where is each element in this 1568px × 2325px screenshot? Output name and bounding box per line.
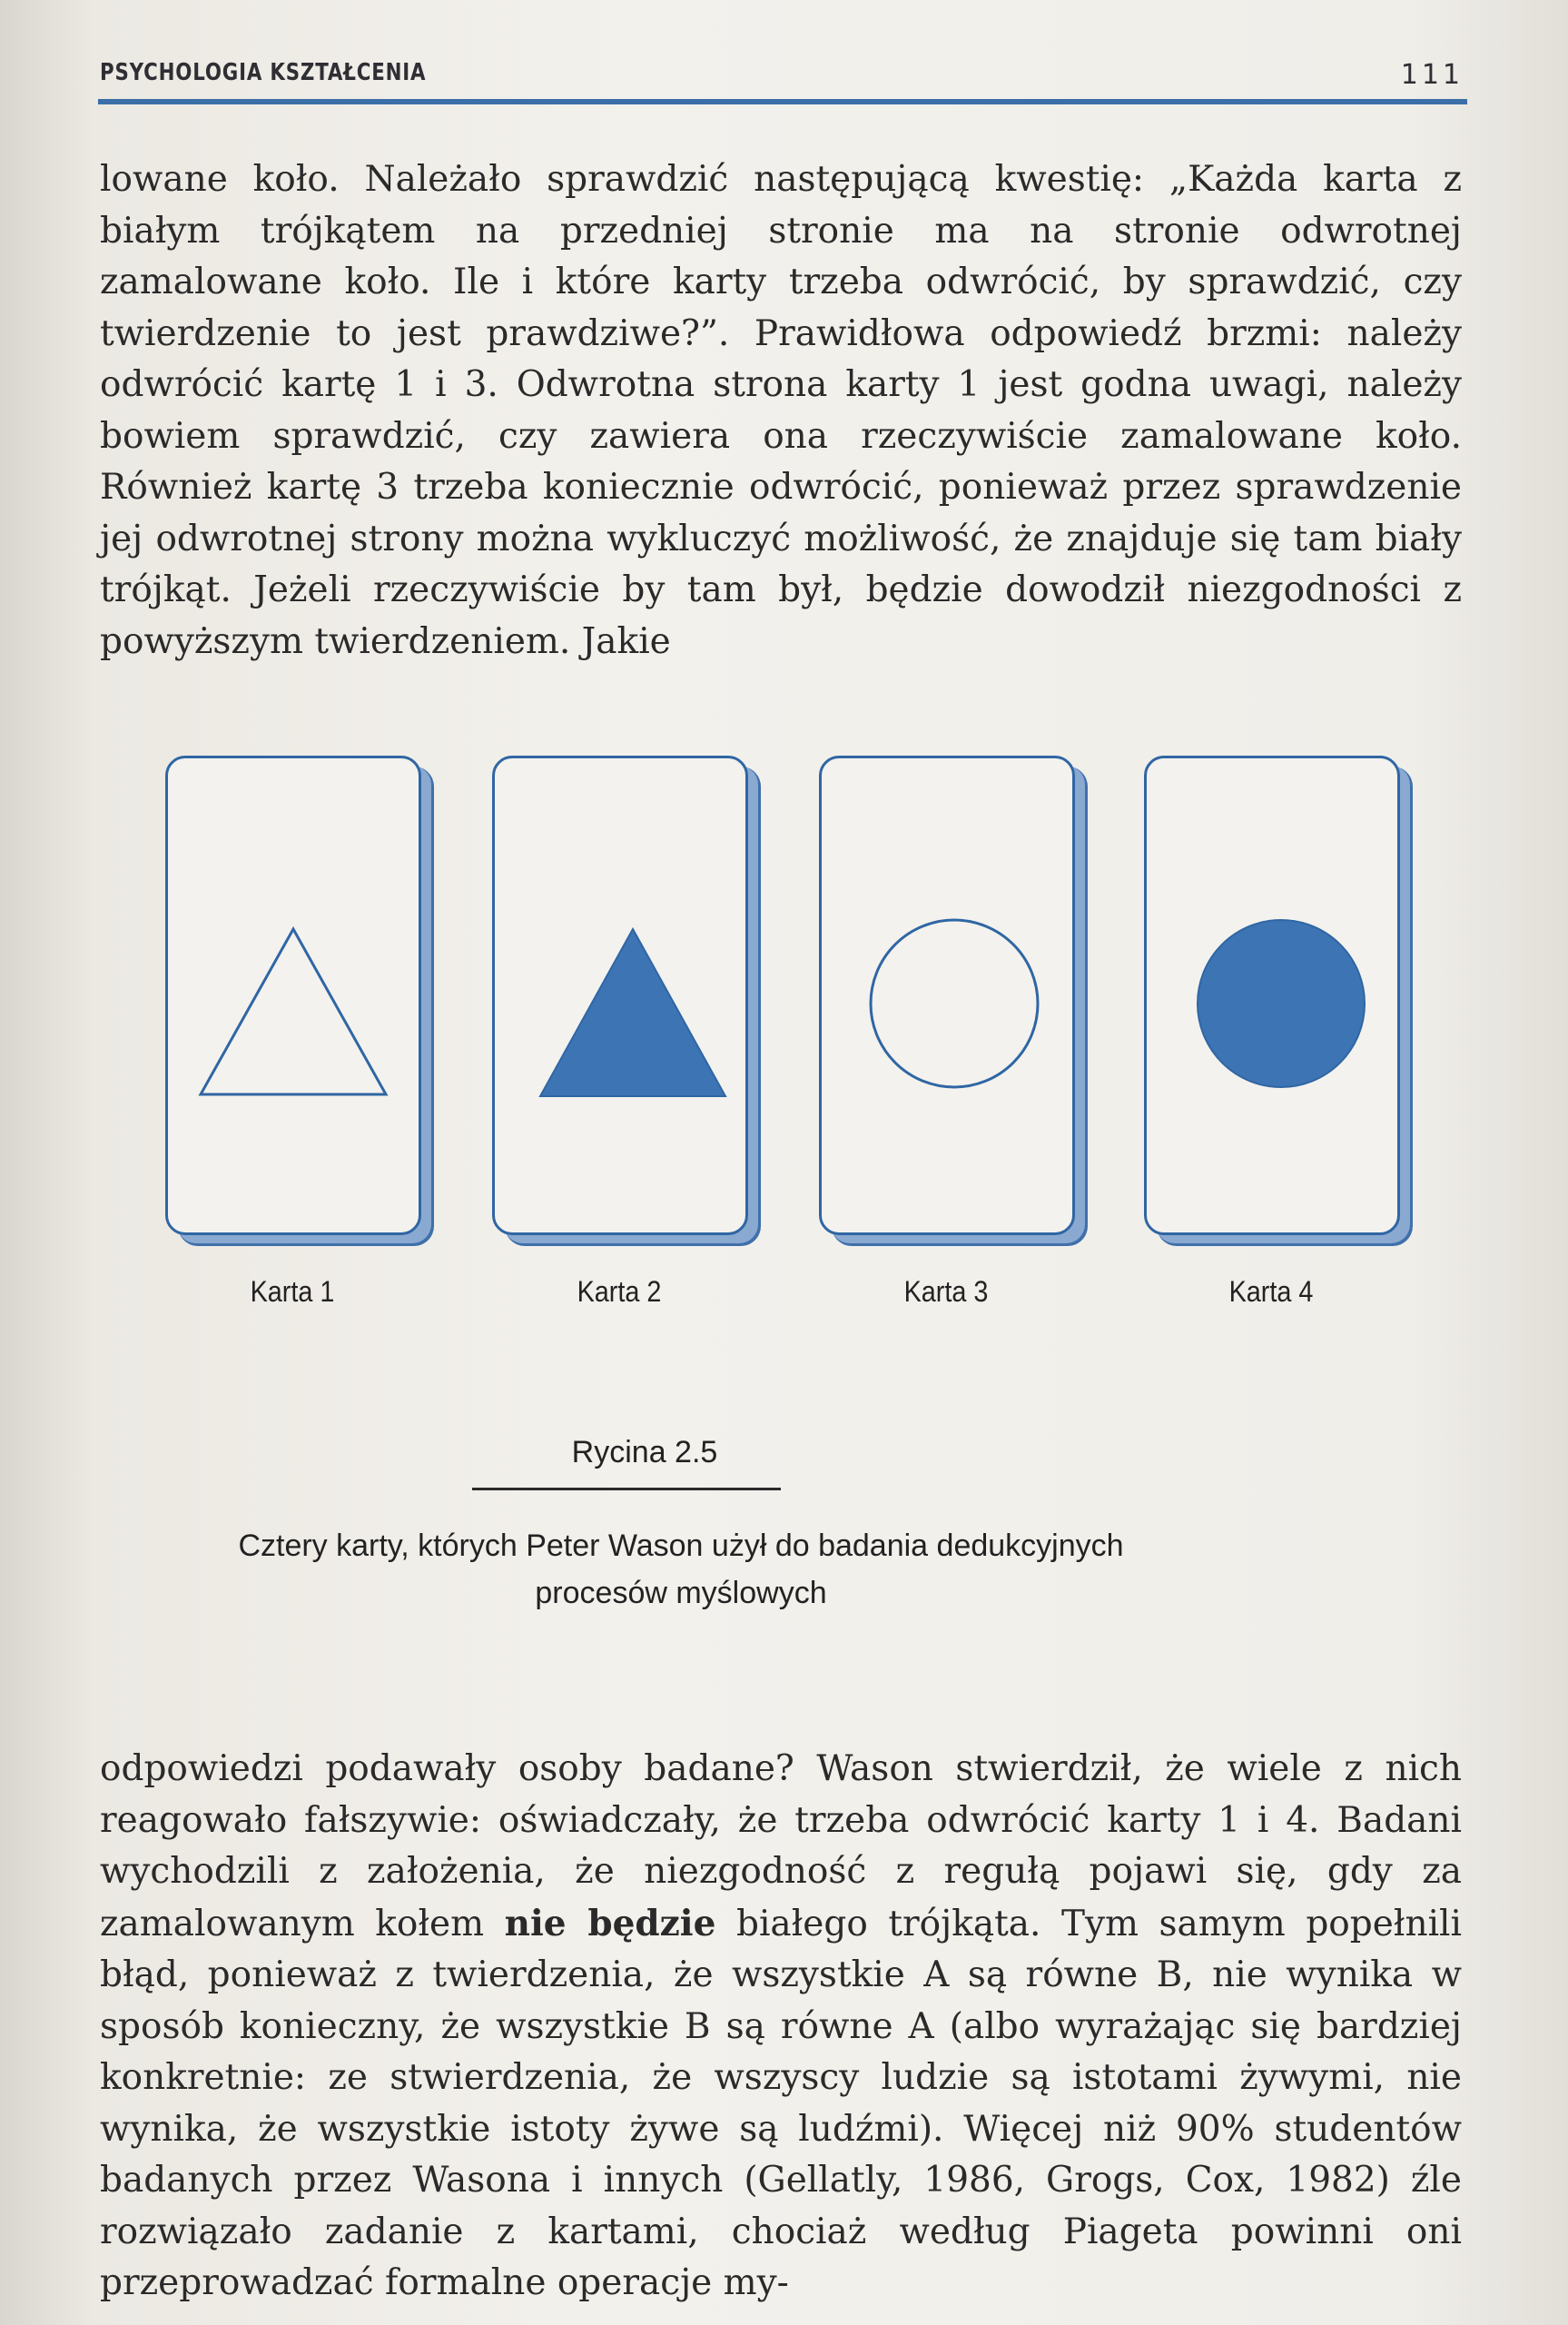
card-4 [1144, 756, 1400, 1235]
card-1 [165, 756, 421, 1235]
filled-triangle-icon [495, 758, 745, 1232]
paragraph-bottom-part-2: białego trójkąta. Tym samym popełnili błąd, ponieważ z twierdzenia, że wszystkie A są równe B, nie wynika w sposób konieczny, że wszystkie B są równe A (albo wyrażając się bardziej konkretnie: ze stwierdzenia, że wszyscy ludzie są istotami żywymi, nie wynika, że wszystkie istoty żywe są ludźmi). Więcej niż 90% studentów badanych przez Wasona i innych (Gellatly, 1986, Grogs, Cox, 1982) źle rozwiązało zadanie z kartami, chociaż według Piageta powinni oni przeprowadzać formalne operacje my- [100, 1903, 1462, 2303]
outline-triangle-icon [168, 758, 419, 1232]
card-1-label: Karta 1 [250, 1275, 335, 1308]
header-rule [98, 99, 1467, 104]
page-number: 111 [1400, 59, 1464, 91]
figure-caption [45, 1522, 1317, 1617]
paragraph-bottom-part-1: odpowiedzi podawały osoby badane? Wason stwierdził, że wiele z nich reagowało fałszywie: oświadczały, że trzeba odwrócić karty 1 i 4. Badani wychodzili z założenia, że niezgodność z regułą pojawi się, gdy za zamalowanym kołem [100, 1748, 1462, 1944]
running-header-title: PSYCHOLOGIA KSZTAŁCENIA [100, 59, 427, 86]
card-2 [492, 756, 748, 1235]
card-4-label: Karta 4 [1228, 1275, 1314, 1308]
outline-circle-icon [822, 758, 1072, 1232]
body-text-top [100, 154, 1462, 668]
paragraph-top: lowane koło. Należało sprawdzić następującą kwestię: „Każda karta z białym trójkątem na przedniej stronie ma na stronie odwrotnej zamalowane koło. Ile i które karty trzeba odwrócić, by sprawdzić, czy twierdzenie to jest prawdziwe?”. Prawidłowa odpowiedź brzmi: należy odwrócić kartę 1 i 3. Odwrotna strona karty 1 jest godna uwagi, należy bowiem sprawdzić, czy zawiera ona rzeczywiście zamalowane koło. Również kartę 3 trzeba koniecznie odwrócić, ponieważ przez sprawdzenie jej odwrotnej strony można wykluczyć możliwość, że znajduje się tam biały trójkąt. Jeżeli rzeczywiście by tam był, będzie dowodził niezgodności z powyższym twierdzeniem. Jakie [100, 159, 1462, 662]
emphasis-nie-bedzie: nie będzie [504, 1902, 716, 1944]
figure-number: Rycina 2.5 [571, 1435, 718, 1469]
filled-circle-icon [1147, 758, 1397, 1232]
body-text-bottom [100, 1744, 1462, 2310]
figure-caption-line-1: Cztery karty, których Peter Wason użył do badania dedukcyjnych [238, 1529, 1124, 1563]
card-3-label: Karta 3 [903, 1275, 989, 1308]
running-header [98, 50, 1467, 104]
figure-wason-cards [154, 745, 1425, 1469]
figure-caption-line-2: procesów myślowych [535, 1576, 827, 1610]
caption-rule [472, 1488, 781, 1490]
card-2-label: Karta 2 [577, 1275, 662, 1308]
paragraph-bottom [100, 1744, 1462, 2310]
card-3 [819, 756, 1075, 1235]
